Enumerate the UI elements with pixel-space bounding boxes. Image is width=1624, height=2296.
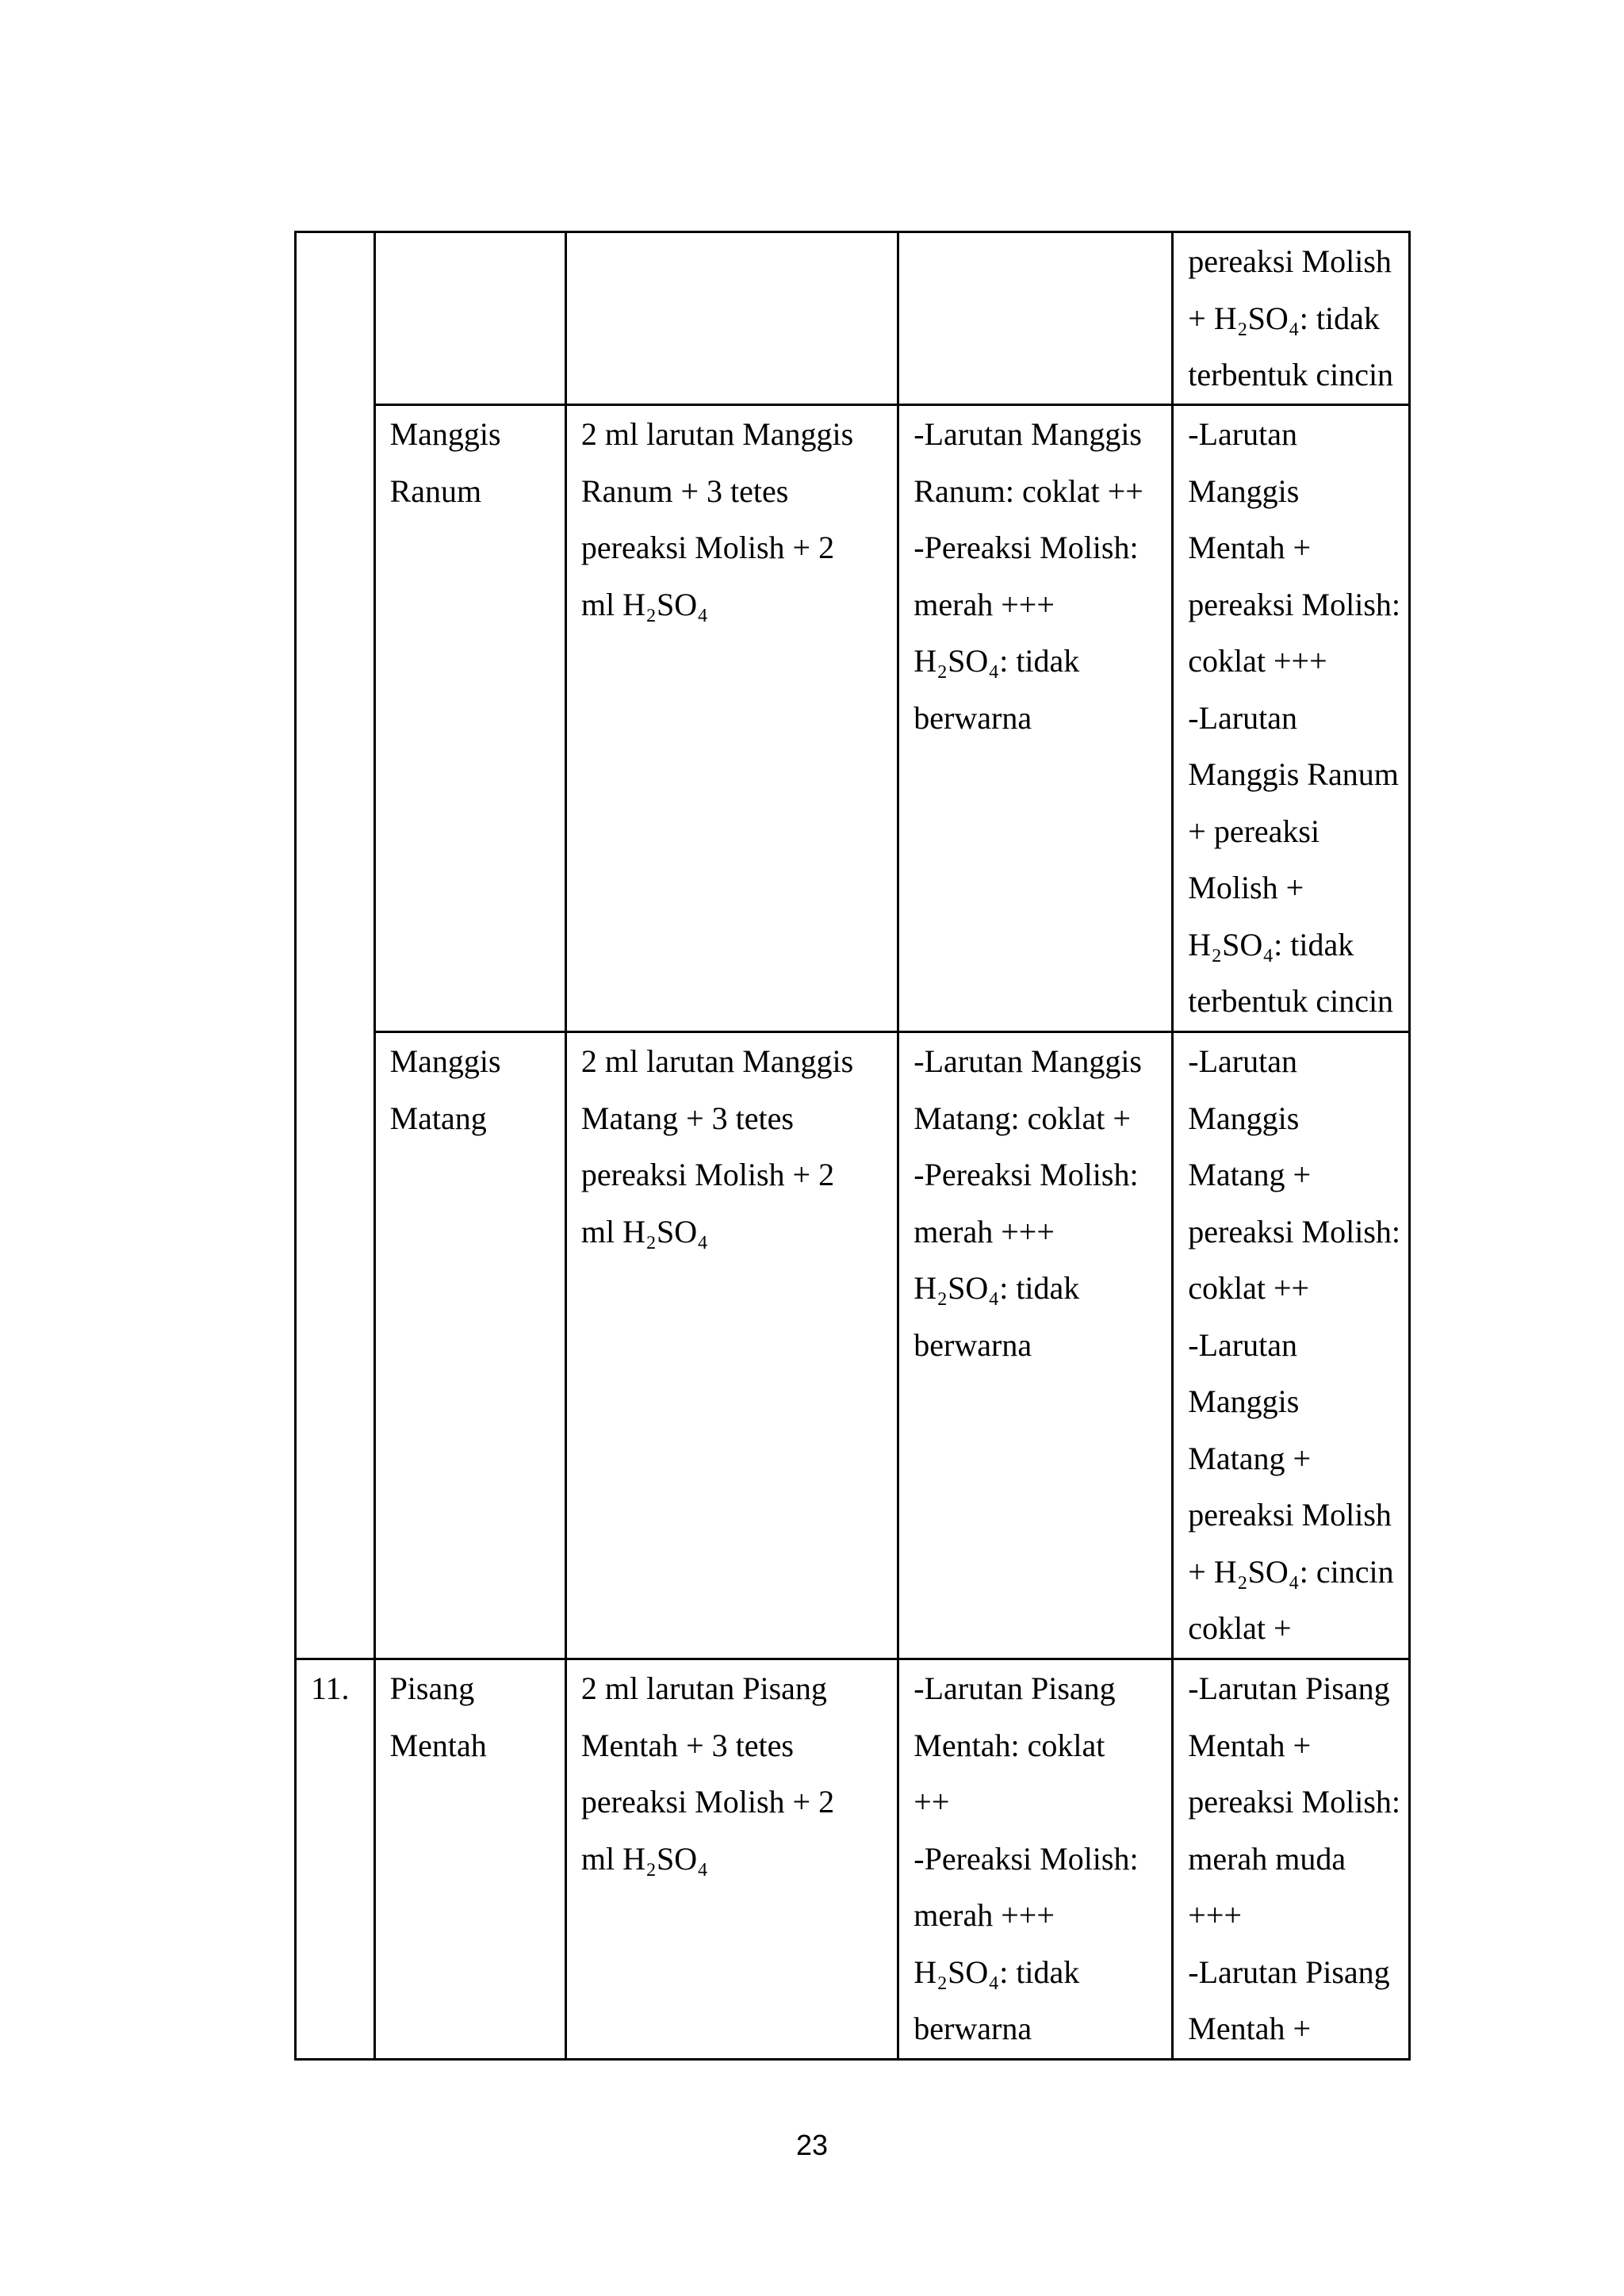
- cell-text-line: merah +++: [914, 1897, 1055, 1933]
- cell-text-line: coklat ++: [1188, 1270, 1310, 1306]
- cell-text-line: -Larutan Pisang: [1188, 1954, 1390, 1990]
- cell-text-line: pereaksi Molish:: [1188, 586, 1400, 622]
- cell-text-line: Mentah + 3 tetes: [580, 1727, 794, 1763]
- cell-text-line: pereaksi Molish + 2: [580, 1157, 835, 1192]
- cell-procedure: [565, 1032, 898, 1659]
- cell-observation: [898, 1032, 1173, 1659]
- cell-procedure: [565, 405, 898, 1032]
- cell-text-line: merah +++: [914, 586, 1055, 622]
- cell-observation: [898, 405, 1173, 1032]
- cell-text-line: ++: [914, 1784, 950, 1820]
- cell-text-line: -Larutan: [1188, 1326, 1297, 1363]
- cell-sample: [374, 1032, 565, 1659]
- results-table: [294, 231, 1411, 2061]
- cell-text-line: + H₂SO₄: cincin: [1188, 1553, 1394, 1590]
- cell-text-line: berwarna: [914, 2011, 1032, 2046]
- cell-text-line: merah muda: [1188, 1840, 1346, 1877]
- table-row: [296, 232, 1410, 405]
- cell-text-line: Manggis: [1188, 473, 1300, 509]
- cell-sample: [374, 1659, 565, 2060]
- cell-text-line: Mentah: coklat: [914, 1727, 1105, 1763]
- cell-text-line: + H₂SO₄: tidak: [1188, 300, 1380, 336]
- cell-text-line: pereaksi Molish: [1188, 1497, 1392, 1533]
- page-number: 23: [795, 2129, 829, 2161]
- cell-text-line: berwarna: [914, 1326, 1032, 1363]
- cell-text-line: Manggis: [1188, 1383, 1300, 1419]
- cell-text-line: -Larutan: [1188, 699, 1297, 736]
- cell-text-line: Matang: coklat +: [914, 1100, 1131, 1136]
- cell-text-line: -Pereaksi Molish:: [914, 530, 1139, 565]
- cell-text-line: H₂SO₄: tidak: [914, 1270, 1080, 1306]
- cell-text-line: Mentah +: [1188, 1727, 1312, 1763]
- cell-text-line: pereaksi Molish + 2: [580, 1784, 835, 1820]
- cell-result: [1173, 1032, 1410, 1659]
- cell-text-line: Matang +: [1188, 1157, 1312, 1192]
- cell-number: 11.: [296, 1659, 375, 2060]
- cell-number: [296, 232, 375, 405]
- cell-text-line: Manggis Ranum: [1188, 756, 1399, 792]
- cell-text-line: Manggis: [1188, 1100, 1300, 1136]
- cell-text-line: pereaksi Molish:: [1188, 1784, 1400, 1820]
- cell-observation: [898, 232, 1173, 405]
- cell-text-line: ml H₂SO₄: [580, 1840, 709, 1877]
- cell-text-line: coklat +++: [1188, 643, 1327, 679]
- cell-text-line: Ranum + 3 tetes: [580, 473, 789, 509]
- cell-text-line: -Larutan: [1188, 416, 1297, 452]
- cell-text-line: -Pereaksi Molish:: [914, 1840, 1139, 1877]
- cell-text-line: 2 ml larutan Manggis: [580, 1043, 854, 1079]
- cell-text-line: H₂SO₄: tidak: [1188, 926, 1354, 962]
- cell-text-line: pereaksi Molish:: [1188, 1213, 1400, 1249]
- cell-text-line: ml H₂SO₄: [580, 586, 709, 622]
- cell-text-line: Ranum: coklat ++: [914, 473, 1143, 509]
- cell-text-line: Pisang: [389, 1670, 475, 1706]
- cell-text-line: terbentuk cincin: [1188, 357, 1394, 392]
- cell-text-line: -Larutan Manggis: [914, 1043, 1142, 1079]
- cell-number: [296, 405, 375, 1032]
- cell-sample: [374, 232, 565, 405]
- cell-text-line: Manggis: [389, 416, 501, 452]
- table-row: [296, 1032, 1410, 1659]
- cell-text-line: -Larutan: [1188, 1043, 1297, 1079]
- cell-procedure: [565, 1659, 898, 2060]
- cell-text-line: pereaksi Molish + 2: [580, 530, 835, 565]
- cell-procedure: [565, 232, 898, 405]
- cell-observation: [898, 1659, 1173, 2060]
- cell-result: [1173, 405, 1410, 1032]
- cell-text-line: berwarna: [914, 699, 1032, 736]
- cell-text-line: Mentah +: [1188, 2011, 1312, 2046]
- cell-text-line: Ranum: [389, 473, 482, 509]
- cell-text-line: terbentuk cincin: [1188, 983, 1394, 1019]
- cell-text-line: H₂SO₄: tidak: [914, 643, 1080, 679]
- table-row: [296, 405, 1410, 1032]
- cell-text-line: + pereaksi: [1188, 813, 1320, 849]
- cell-text-line: pereaksi Molish: [1188, 243, 1392, 279]
- cell-text-line: +++: [1188, 1897, 1242, 1933]
- cell-text-line: Manggis: [389, 1043, 501, 1079]
- cell-text-line: ml H₂SO₄: [580, 1213, 709, 1249]
- cell-text-line: Mentah +: [1188, 530, 1312, 565]
- table-row: [296, 1659, 1410, 2060]
- cell-number: [296, 1032, 375, 1659]
- cell-text-line: H₂SO₄: tidak: [914, 1954, 1080, 1990]
- cell-text-line: Molish +: [1188, 870, 1304, 905]
- cell-sample: [374, 405, 565, 1032]
- cell-text-line: -Larutan Pisang: [1188, 1670, 1390, 1706]
- cell-result: [1173, 232, 1410, 405]
- cell-text-line: -Larutan Pisang: [914, 1670, 1116, 1706]
- cell-text-line: Mentah: [389, 1727, 487, 1763]
- cell-text-line: Matang +: [1188, 1440, 1312, 1476]
- cell-result: [1173, 1659, 1410, 2060]
- cell-text-line: Matang: [389, 1100, 487, 1136]
- cell-text-line: -Pereaksi Molish:: [914, 1157, 1139, 1192]
- cell-text-line: 2 ml larutan Manggis: [580, 416, 854, 452]
- cell-text-line: Matang + 3 tetes: [580, 1100, 794, 1136]
- cell-text-line: -Larutan Manggis: [914, 416, 1142, 452]
- cell-text-line: 2 ml larutan Pisang: [580, 1670, 827, 1706]
- cell-text-line: merah +++: [914, 1213, 1055, 1249]
- cell-text-line: coklat +: [1188, 1610, 1292, 1646]
